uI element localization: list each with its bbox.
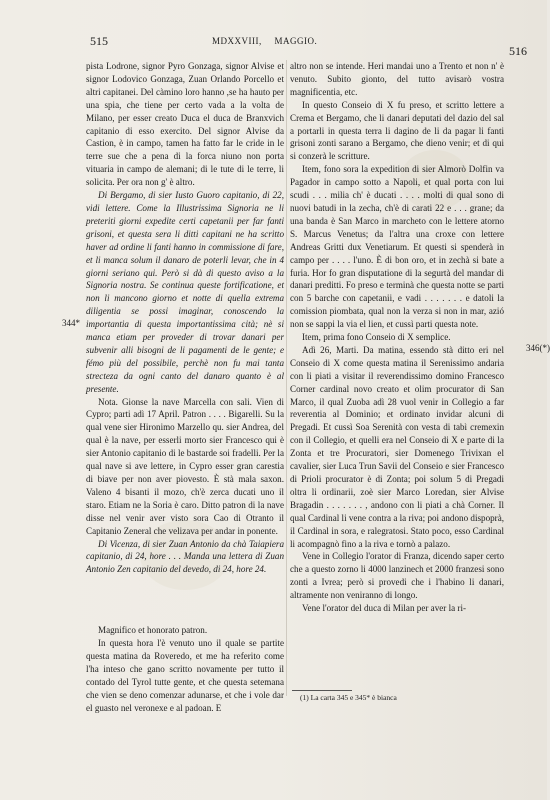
paragraph: Adì 26, Marti. Da matina, essendo stà ditto eri nel Conseio di X come questa matina il Serenissimo andaria con li piati a visitar il reverendissimo domino Francesco Corner cardinal novo creato et olim procurator di San Marco, il qual Zuoba adì 28 vuol venir in Collegio a far reverentia al Dominio; et ordinato invidar alcuni di Pregadi. Et cussì Soa Serenità con vesta di tabì cremexin con il Collegio, et quelli era nel Conseio di X e parte di la Zonta et tre Procuratori, sier Domenego Trivixan el cavalier, sier Luca Trun Savii del Conseio e sier Francesco di Prioli procurator è di Zonta; poi solum 5 di Pregadi oltra li ordinarii, zoè sier Marco Loredan, sier Alvise Bragadin . . . . . . . , andono con li piati a chà Corner. Il qual Cardinal li vene contra a la riva; poi andono dispoprà, il Cardinal in sora, e ralegratosi. Stato poco, esso Cardinal li acompagnò fino a la riva e tornò a palazo. xyxy=(290,344,504,549)
left-column xyxy=(86,60,284,715)
page-number-left: 515 xyxy=(90,34,108,48)
paragraph: pista Lodrone, signor Pyro Gonzaga, signor Alvise et signor Lodovico Gonzaga, Zuan Orlando Porcello et altri capitanei. Del càmino loro hanno ,se ha hauto per una spia, che tiene per certo vada a la volta de Milano, per esser creato Duca el duca de Branxvich capitanio di esso exercito. Del signor Alvise da Castion, è in campo, tamen ha fatto far le cride in le terre sue che a pena di la forca niuno non porta vituaria in campo de alemani; di le tute di le terre, li solicita. Per ora non g' è altro. xyxy=(86,61,284,188)
paragraph: In questo Conseio di X fu preso, et scritto lettere a Crema et Bergamo, che li danari deputati del dazio del sal a portarli in questa terra li dagino de li da pagar li fanti grisoni zonti sarano a Bergamo, che dieno venir; et di qui si conzerà le scritture. xyxy=(290,99,504,162)
margin-note-left: 344* xyxy=(62,318,80,328)
paragraph: Di Bergamo, di sier Iusto Guoro capitanio, di 22, vidi lettere. Come la Illustrissima Signoria ne li preteriti giorni expedite certi capetanii per far fanti grisoni, et questa sera li ditti capitani ne ha scritto haver ad ordine li fanti hanno in commissione di fare, et li manca solum il danaro de poterli levar, che in 4 giorni seriano qui. Però si dà di questo aviso a la Signoria nostra. Se continua queste fortificatione, et non li mancono giorno et notte di quella extrema diligentia se possi imaginar, conoscendo la importantia di questa importantissima cità; nè si manca etiam per proveder di trovar danari per subvenir alli bisogni de li pagamenti de le gente; e fémo più del possibile, perchè non fu mai tanta strecteza da ogni canto del danaro quanto è al presente. xyxy=(86,190,284,394)
paragraph: Vene in Collegio l'orator di Franza, dicendo saper certo che a questo zorno li 4000 lanzinech et 2000 franzesi sono zonti a Ivrea; però si provedi che i l'habino li danari, altramente non veniranno di longo. xyxy=(290,551,504,601)
margin-note-right: 346(*) xyxy=(526,343,550,353)
paragraph: Di Vicenza, di sier Zuan Antonio da chà Taiapiera capitanio, di 24, hore . . . Manda una lettera di Zuan Antonio Zen capitanio del devedo, di 24, hore 24. xyxy=(86,538,284,575)
paragraph: Magnifico et honorato patron. xyxy=(98,625,208,636)
column-divider xyxy=(286,60,287,696)
running-head xyxy=(212,36,327,46)
running-head-month: MAGGIO. xyxy=(274,36,318,46)
running-head-year: MDXXVIII, xyxy=(212,36,262,46)
page-header xyxy=(0,34,547,58)
paragraph: Vene l'orator del duca di Milan per aver la ri- xyxy=(302,603,466,614)
page-number-right: 516 xyxy=(509,44,527,58)
paragraph: altro non se intende. Heri mandai uno a Trento et non n' è venuto. Subito gionto, del tutto avisarò vostra magnificentia, etc. xyxy=(290,61,504,97)
paragraph: Item, prima fono Conseio di X semplice. xyxy=(302,332,451,343)
right-column xyxy=(290,60,504,615)
paragraph: Item, fono sora la expedition di sier Almorò Dolfin va Pagador in campo sotto a Napoli, et qual porta con lui scudi . . . milia ch' è ducati . . . . molti di qual sono di nuovi batudi in la zecha, ch'è di carati 22 e . . . grane; da una banda è San Marco in marcheto con le lettere atorno S. Marcus Venetus; da l'altra una croxe con lettere Andreas Gritti dux Venetiarum. Et questi si spenderà in campo per . . . . l'uno. È di bon oro, et in zechà si bate a furia. Hor fo gran disputatione di la segurtà del mandar di danari preditti. Fo preso e terminà che questa notte se parti con 5 barche con capetanii, e vadi . . . . . . . e datoli la comission piombata, qual non la verza si non in mar, azió non se sappi la via el lien, et cussì parti questa note. xyxy=(290,164,504,330)
footnote-rule xyxy=(292,690,352,691)
paragraph: In questa hora l'è venuto uno il quale se partite questa matina da Roveredo, et me ha referito come l'ha inteso che gano scritto novamente per tutto il contado del Tyrol tutte gente, et che questa setemana che vien se deno comenzar adunarse, et che i vole dar el guasto nel veronexe e al padoan. E xyxy=(86,638,284,713)
paragraph: Nota. Gionse la nave Marcella con sali. Vien di Cypro; parti adì 17 April. Patron . . . . Bigarelli. Su la qual vene sier Hironimo Marzello qu. sier Andrea, del qual è la nave, per esserli morto sier Francesco qui è sier Antonio capitanio di le bastarde soi fradelli. Per la qual nave si ave lettere, in Cypro esser gran carestia di biave per non aver piovesto. È stà mala saxon. Valeno 4 bisanti il mozo, ch'è zerca ducati uno il staro. Etiam ne la Soria è caro. Ditto patron di la nave disse nel venir aver visto sora Cao di Otranto il Capitanio Zeneral che velizava per andar in ponente. xyxy=(86,396,284,536)
footnote: (1) La carta 345 e 345* è bianca xyxy=(300,693,397,702)
